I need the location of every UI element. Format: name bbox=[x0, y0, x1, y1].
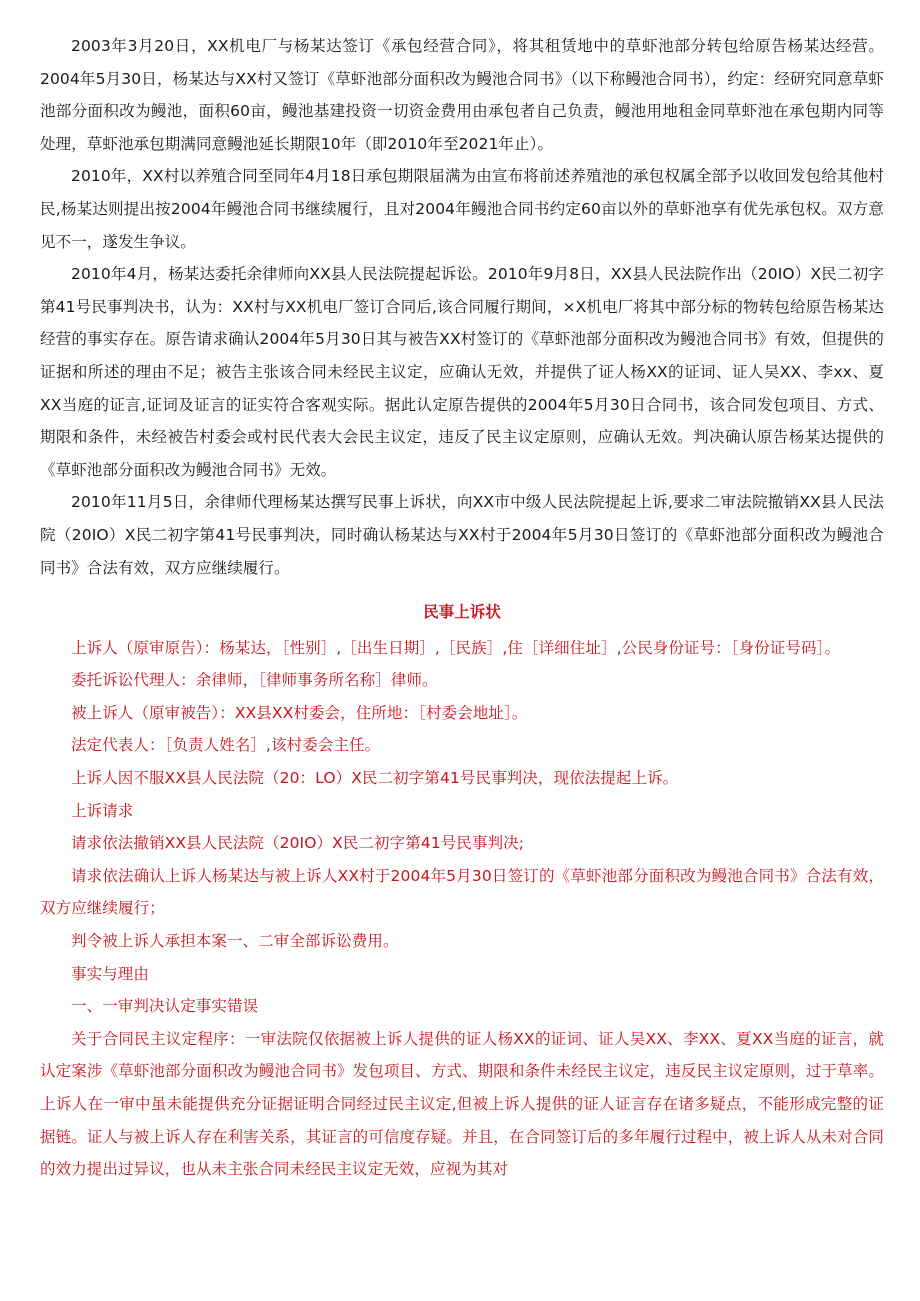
section-heading-requests: 上诉请求 bbox=[71, 801, 134, 820]
narrative-paragraph: 2010年，XX村以养殖合同至同年4月18日承包期限届满为由宣布将前述养殖池的承包权属全部予以收回发包给其他村民,杨某达则提出按2004年鳗池合同书继续履行，且对2004年鳗池合同书约定60亩以外的草虾池享有优先承包权。双方意见不一，遂发生争议。 bbox=[40, 167, 884, 251]
narrative-paragraph: 2010年11月5日，余律师代理杨某达撰写民事上诉状，向XX市中级人民法院提起上诉,要求二审法院撤销XX县人民法院（20IO）X民二初字第41号民事判决，同时确认杨某达与XX村于2004年5月30日签订的《草虾池部分面积改为鳗池合同书》合法有效，双方应继续履行。 bbox=[40, 493, 884, 577]
subsection-heading: 一、一审判决认定事实错误 bbox=[71, 997, 259, 1016]
agent-info: 委托诉讼代理人：余律师，［律师事务所名称］律师。 bbox=[71, 671, 438, 690]
section-heading-facts: 事实与理由 bbox=[71, 964, 150, 983]
appellee-info: 被上诉人（原审被告）：XX县XX村委会，住所地：［村委会地址］。 bbox=[71, 703, 528, 722]
appellant-info: 上诉人（原审原告）：杨某达，［性别］,［出生日期］,［民族］,住［详细住址］,公民身份证号：［身份证号码］。 bbox=[71, 638, 841, 657]
appeal-body bbox=[40, 632, 884, 1186]
case-narrative bbox=[40, 30, 884, 584]
legal-representative: 法定代表人：［负责人姓名］,该村委会主任。 bbox=[71, 736, 381, 755]
narrative-paragraph: 2003年3月20日，XX机电厂与杨某达签订《承包经营合同》，将其租赁地中的草虾池部分转包给原告杨某达经营。2004年5月30日，杨某达与XX村又签订《草虾池部分面积改为鳗池合同书》（以下称鳗池合同书），约定：经研究同意草虾池部分面积改为鳗池，面积60亩，鳗池基建投资一切资金费用由承包者自己负责，鳗池用地租金同草虾池在承包期内同等处理，草虾池承包期满同意鳗池延长期限10年（即2010年至2021年止）。 bbox=[40, 37, 884, 153]
facts-paragraph: 关于合同民主议定程序：一审法院仅依据被上诉人提供的证人杨XX的证词、证人吴XX、李XX、夏XX当庭的证言，就认定案涉《草虾池部分面积改为鳗池合同书》发包项目、方式、期限和条件未经民主议定，违反民主议定原则，过于草率。上诉人在一审中虽未能提供充分证据证明合同经过民主议定,但被上诉人提供的证人证言存在诸多疑点，不能形成完整的证据链。证人与被上诉人存在利害关系，其证言的可信度存疑。并且，在合同签订后的多年履行过程中，被上诉人从未对合同的效力提出过异议，也从未主张合同未经民主议定无效，应视为其对 bbox=[40, 1029, 884, 1179]
narrative-paragraph: 2010年4月，杨某达委托余律师向XX县人民法院提起诉讼。2010年9月8日，XX县人民法院作出（20IO）X民二初字第41号民事判决书，认为：XX村与XX机电厂签订合同后,该合同履行期间，×X机电厂将其中部分标的物转包给原告杨某达经营的事实存在。原告请求确认2004年5月30日其与被告XX村签订的《草虾池部分面积改为鳗池合同书》有效，但提供的证据和所述的理由不足；被告主张该合同未经民主议定，应确认无效，并提供了证人杨XX的证词、证人吴XX、李xx、夏XX当庭的证言,证词及证言的证实符合客观实际。据此认定原告提供的2004年5月30日合同书，该合同发包项目、方式、期限和条件，未经被告村委会或村民代表大会民主议定，违反了民主议定原则，应确认无效。判决确认原告杨某达提供的《草虾池部分面积改为鳗池合同书》无效。 bbox=[40, 265, 884, 479]
request-item: 判令被上诉人承担本案一、二审全部诉讼费用。 bbox=[71, 932, 399, 951]
appeal-title: 民事上诉状 bbox=[423, 603, 501, 622]
request-item: 请求依法撤销XX县人民法院（20IO）X民二初字第41号民事判决; bbox=[71, 834, 525, 853]
request-item: 请求依法确认上诉人杨某达与被上诉人XX村于2004年5月30日签订的《草虾池部分面积改为鳗池合同书》合法有效，双方应继续履行； bbox=[40, 866, 884, 918]
appeal-statement: 上诉人因不服XX县人民法院（20：LO）X民二初字第41号民事判决，现依法提起上诉。 bbox=[71, 769, 679, 788]
